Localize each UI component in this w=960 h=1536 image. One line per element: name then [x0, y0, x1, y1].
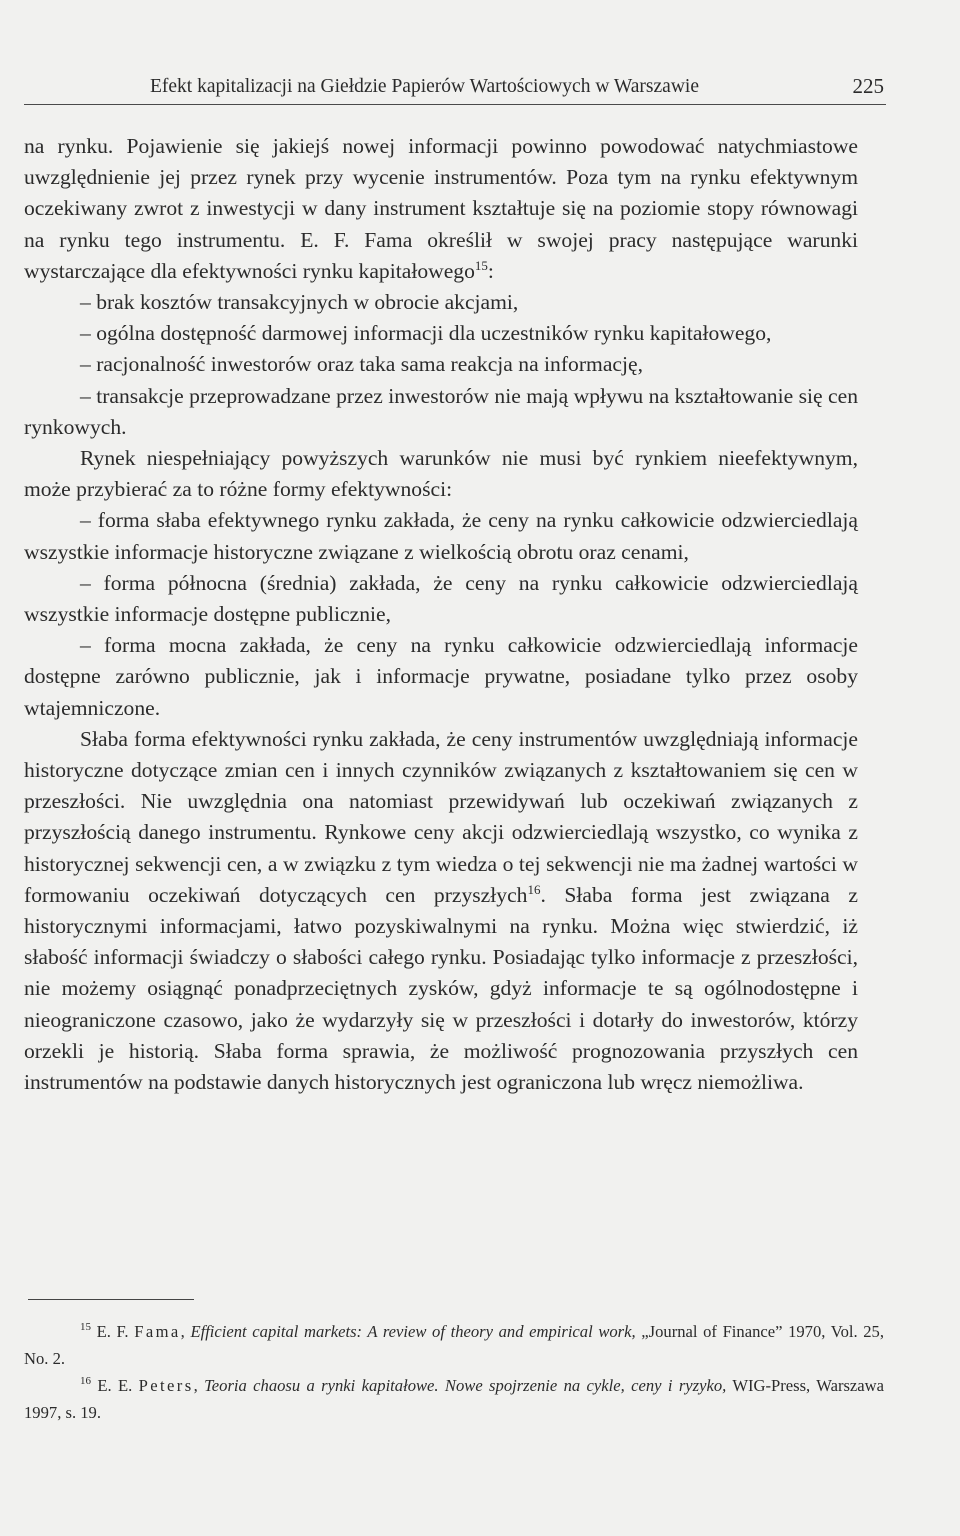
page-number: 225: [852, 74, 884, 98]
text-run: – brak kosztów transakcyjnych w obrocie akcjami,: [80, 290, 519, 315]
text-run: – forma słaba efektywnego rynku zakłada, że ceny na rynku całkowicie odzwierciedlają wszystkie informacje historyczne związane z wielkością obrotu oraz cenami,: [24, 508, 858, 564]
paragraph: [24, 724, 858, 1098]
text-run: na rynku. Pojawienie się jakiejś nowej informacji powinno powodować natychmiastowe uwzględnienie jej przez rynek przy wycenie instrumentów. Poza tym na rynku efektywnym oczekiwany zwrot z inwestycji w dany instrument kształtuje się na poziomie stopy równowagi na rynku tego instrumentu. E. F. Fama określił w swojej pracy następujące warunki wystarczające dla efektywności rynku kapitałowego: [24, 134, 858, 283]
footnotes: [24, 1318, 884, 1426]
text-run: – racjonalność inwestorów oraz taka sama reakcja na informację,: [80, 352, 643, 377]
footnote-author-initials: E. F.: [96, 1322, 129, 1341]
footnote-16: $^{16}$ E. E. Peters, Teoria chaosu a rynki kapitałowe. Nowe spojrzenie na cykle, ceny i ryzyko, WIG-Press, Warszawa 1997, s. 19.: [24, 1375, 885, 1422]
list-item: [24, 505, 858, 567]
list-item: [24, 381, 858, 443]
text-run: – forma północna (średnia) zakłada, że ceny na rynku całkowicie odzwierciedlają wszystkie informacje dostępne publicznie,: [24, 570, 858, 627]
footnote-author-surname: Peters: [138, 1376, 194, 1395]
footnote-15: $^{15}$ E. F. Fama, Efficient capital markets: A review of theory and empirical work, „Journal of Finance” 1970, Vol. 25, No. 2.: [24, 1321, 884, 1368]
list-item: [24, 349, 858, 380]
text-run: Słaba forma efektywności rynku zakłada, że ceny instrumentów uwzględniają informacje historyczne dotyczące zmian cen i innych czynników związanych z kształtowaniem się cen w przeszłości. Nie uwzględnia ona natomiast przewidywań lub oczekiwań związanych z przyszłością danego instrumentu. Rynkowe ceny akcji odzwierciedlają wszystko, co wynika z historycznej sekwencji cen, a w związku z tym wiedza o tej sekwencji nie ma żadnej wartości w formowaniu oczekiwań dotyczących cen przyszłych: [24, 726, 858, 907]
text-run: Rynek niespełniający powyższych warunków nie musi być rynkiem nieefektywnym, może przybierać za to różne formy efektywności:: [24, 446, 858, 502]
text-run: – transakcje przeprowadzane przez inwestorów nie mają wpływu na kształtowanie się cen rynkowych.: [24, 383, 858, 439]
footnote-author-initials: E. E.: [97, 1376, 133, 1395]
list-item: [24, 568, 858, 630]
book-page: [24, 0, 936, 1536]
text-run: . Słaba forma jest związana z historycznymi informacjami, łatwo pozyskiwalnymi na rynku. Można więc stwierdzić, iż słabość informacji świadczy o słabości całego rynku. Posiadając tylko informacje z przeszłości, nie możemy osiągnąć ponadprzeciętnych zysków, gdyż informacje te są ogólnodostępne i nieograniczone czasowo, jako że wydarzyły się w przeszłości i dotarły do inwestorów, którzy orzekli je historią. Słaba forma sprawia, że możliwość prognozowania przyszłych cen instrumentów na podstawie danych historycznych jest ograniczona lub wręcz niemożliwa.: [24, 882, 858, 1095]
paragraph: [24, 131, 858, 287]
footnote-separator: [28, 1299, 194, 1300]
list-item: [24, 287, 858, 318]
list-item: [24, 630, 858, 724]
footnote-title: Efficient capital markets: A review of theory and empirical work,: [190, 1322, 636, 1341]
text-run: – forma mocna zakłada, że ceny na rynku całkowicie odzwierciedlają informacje dostępne zarówno publicznie, jak i informacje prywatne, posiadane tylko przez osoby wtajemniczone.: [24, 633, 858, 720]
footnote-number: 16: [80, 1375, 91, 1387]
footnote-title: Teoria chaosu a rynki kapitałowe. Nowe spojrzenie na cykle, ceny i ryzyko,: [204, 1376, 727, 1395]
footnote-reference: 16: [527, 881, 541, 897]
footnote-reference: 15: [474, 257, 488, 273]
body-text: [24, 131, 858, 1098]
footnote-publication: „Journal of Finance” 1970, Vol. 25, No. 2.: [24, 1322, 884, 1368]
paragraph: [24, 443, 858, 505]
footnote-author-surname: Fama: [134, 1322, 181, 1341]
running-head-title: Efekt kapitalizacji na Giełdzie Papierów Wartościowych w Warszawie: [150, 76, 699, 97]
footnote-publication: WIG-Press, Warszawa 1997, s. 19.: [24, 1376, 885, 1422]
list-item: [24, 318, 858, 349]
text-run: :: [487, 258, 494, 283]
text-run: – ogólna dostępność darmowej informacji dla uczestników rynku kapitałowego,: [80, 321, 772, 346]
running-head: [24, 74, 886, 105]
footnote-number: 15: [80, 1321, 91, 1333]
